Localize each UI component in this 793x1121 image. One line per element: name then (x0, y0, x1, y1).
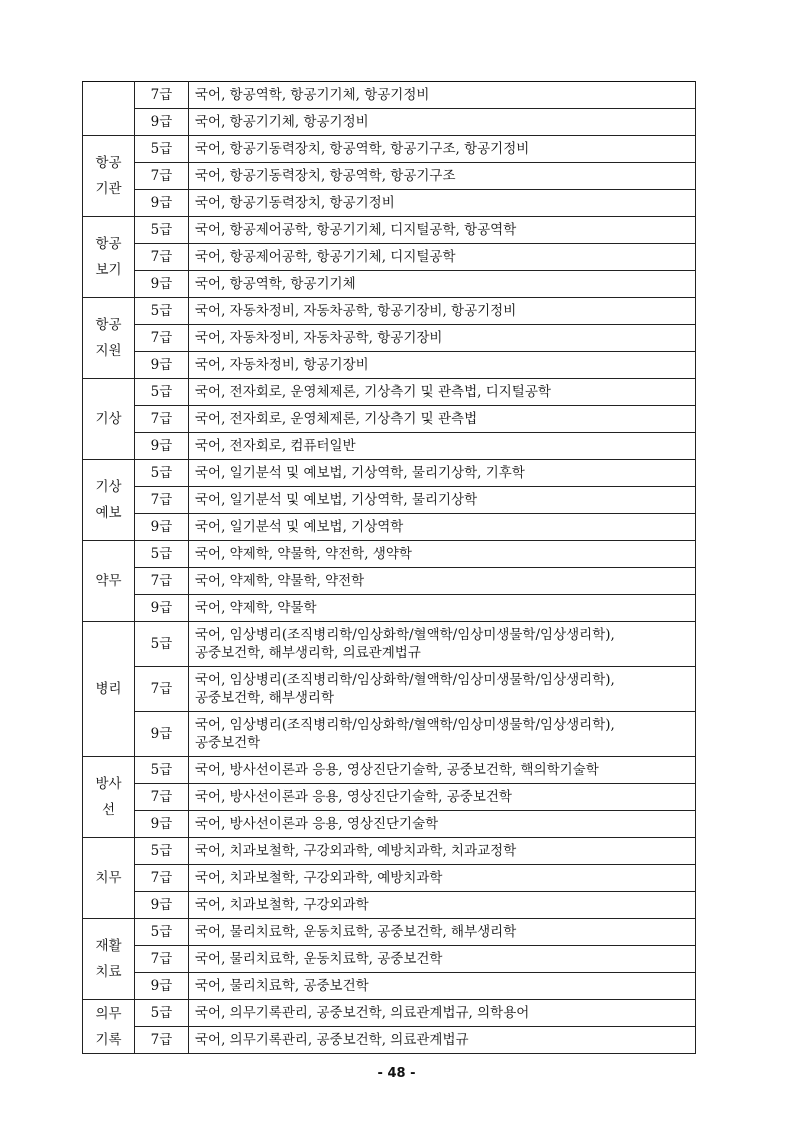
grade-cell: 7급 (135, 163, 189, 190)
table-row (83, 298, 696, 325)
table-row (83, 271, 696, 298)
subjects-line: 국어, 임상병리(조직병리학/임상화학/혈액학/임상미생물학/임상생리학), (195, 627, 615, 643)
table-row (83, 595, 696, 622)
subjects-cell (189, 757, 696, 784)
table-row (83, 190, 696, 217)
table-row (83, 838, 696, 865)
table-row (83, 514, 696, 541)
grade-cell: 5급 (135, 460, 189, 487)
subjects-cell (189, 712, 696, 757)
subjects-line: 국어, 약제학, 약물학, 약전학 (195, 573, 365, 589)
table-row (83, 667, 696, 712)
table-row (83, 379, 696, 406)
subjects-line: 국어, 치과보철학, 구강외과학 (195, 897, 369, 913)
grade-cell: 9급 (135, 190, 189, 217)
table-row (83, 757, 696, 784)
subjects-line: 국어, 항공기동력장치, 항공역학, 항공기구조 (195, 168, 456, 184)
subjects-line: 국어, 방사선이론과 응용, 영상진단기술학, 공중보건학, 핵의학기술학 (195, 762, 599, 778)
subjects-cell (189, 541, 696, 568)
subjects-cell (189, 946, 696, 973)
table-body (83, 82, 696, 1054)
table-row (83, 136, 696, 163)
table-row (83, 919, 696, 946)
subjects-cell (189, 109, 696, 136)
subjects-line: 국어, 항공기동력장치, 항공기정비 (195, 195, 395, 211)
grade-cell: 7급 (135, 1027, 189, 1054)
grade-cell: 9급 (135, 811, 189, 838)
grade-cell: 7급 (135, 487, 189, 514)
table-row (83, 973, 696, 1000)
subjects-cell (189, 667, 696, 712)
subjects-line: 국어, 항공기동력장치, 항공역학, 항공기구조, 항공기정비 (195, 141, 530, 157)
grade-cell: 9급 (135, 514, 189, 541)
table-row (83, 244, 696, 271)
table-row (83, 568, 696, 595)
grade-cell: 5급 (135, 838, 189, 865)
series-cell: 방사 선 (83, 757, 135, 838)
subjects-line: 국어, 항공역학, 항공기기체 (195, 276, 356, 292)
grade-cell: 7급 (135, 865, 189, 892)
grade-cell: 9급 (135, 109, 189, 136)
table-row (83, 784, 696, 811)
subjects-line: 국어, 항공역학, 항공기기체, 항공기정비 (195, 87, 430, 103)
table-row (83, 163, 696, 190)
grade-cell: 7급 (135, 406, 189, 433)
subjects-line: 국어, 항공제어공학, 항공기기체, 디지털공학 (195, 249, 456, 265)
table-row (83, 217, 696, 244)
table-row (83, 811, 696, 838)
subjects-cell (189, 352, 696, 379)
subjects-line: 국어, 의무기록관리, 공중보건학, 의료관계법규 (195, 1032, 469, 1048)
table-row (83, 433, 696, 460)
series-cell: 약무 (83, 541, 135, 622)
subjects-line: 국어, 일기분석 및 예보법, 기상역학, 물리기상학 (195, 492, 478, 508)
series-cell: 기상 예보 (83, 460, 135, 541)
subjects-cell (189, 1000, 696, 1027)
subjects-cell (189, 865, 696, 892)
table-row (83, 406, 696, 433)
subjects-line: 국어, 의무기록관리, 공중보건학, 의료관계법규, 의학용어 (195, 1005, 530, 1021)
subjects-line: 국어, 일기분석 및 예보법, 기상역학, 물리기상학, 기후학 (195, 465, 525, 481)
table-row (83, 487, 696, 514)
table-row (83, 892, 696, 919)
subjects-cell (189, 406, 696, 433)
subjects-cell (189, 892, 696, 919)
subjects-line: 국어, 항공제어공학, 항공기기체, 디지털공학, 항공역학 (195, 222, 517, 238)
subjects-cell (189, 838, 696, 865)
table-row (83, 865, 696, 892)
grade-cell: 7급 (135, 325, 189, 352)
subjects-line: 국어, 물리치료학, 공중보건학 (195, 978, 369, 994)
subjects-line: 국어, 자동차정비, 항공기장비 (195, 357, 369, 373)
series-cell: 의무 기록 (83, 1000, 135, 1054)
subjects-line: 공중보건학 (195, 735, 261, 751)
subjects-line: 국어, 일기분석 및 예보법, 기상역학 (195, 519, 404, 535)
table-row (83, 946, 696, 973)
subjects-cell (189, 595, 696, 622)
grade-cell: 9급 (135, 433, 189, 460)
grade-cell: 5급 (135, 541, 189, 568)
subjects-cell (189, 568, 696, 595)
subjects-line: 국어, 전자회로, 운영체제론, 기상측기 및 관측법 (195, 411, 478, 427)
grade-cell: 5급 (135, 622, 189, 667)
subjects-cell (189, 82, 696, 109)
grade-cell: 9급 (135, 271, 189, 298)
table-row (83, 82, 696, 109)
subjects-line: 공중보건학, 해부생리학, 의료관계법규 (195, 645, 421, 661)
grade-cell: 5급 (135, 757, 189, 784)
exam-subjects-table (82, 81, 696, 1054)
subjects-cell (189, 973, 696, 1000)
series-cell: 항공 보기 (83, 217, 135, 298)
grade-cell: 5급 (135, 1000, 189, 1027)
table-row (83, 460, 696, 487)
grade-cell: 5급 (135, 217, 189, 244)
table-row (83, 352, 696, 379)
table-row (83, 325, 696, 352)
subjects-line: 국어, 항공기기체, 항공기정비 (195, 114, 369, 130)
subjects-line: 국어, 임상병리(조직병리학/임상화학/혈액학/임상미생물학/임상생리학), (195, 717, 615, 733)
series-cell: 항공 지원 (83, 298, 135, 379)
grade-cell: 7급 (135, 82, 189, 109)
table-row (83, 712, 696, 757)
subjects-cell (189, 136, 696, 163)
subjects-line: 국어, 전자회로, 운영체제론, 기상측기 및 관측법, 디지털공학 (195, 384, 551, 400)
grade-cell: 7급 (135, 946, 189, 973)
table-row (83, 1000, 696, 1027)
subjects-cell (189, 433, 696, 460)
subjects-cell (189, 514, 696, 541)
subjects-line: 국어, 전자회로, 컴퓨터일반 (195, 438, 356, 454)
subjects-cell (189, 811, 696, 838)
page-number: - 48 - (377, 1066, 416, 1081)
subjects-cell (189, 784, 696, 811)
subjects-line: 국어, 물리치료학, 운동치료학, 공중보건학 (195, 951, 443, 967)
subjects-cell (189, 325, 696, 352)
table-row (83, 541, 696, 568)
subjects-line: 국어, 임상병리(조직병리학/임상화학/혈액학/임상미생물학/임상생리학), (195, 672, 615, 688)
subjects-line: 국어, 물리치료학, 운동치료학, 공중보건학, 해부생리학 (195, 924, 517, 940)
subjects-line: 공중보건학, 해부생리학 (195, 690, 334, 706)
grade-cell: 5급 (135, 919, 189, 946)
grade-cell: 5급 (135, 379, 189, 406)
subjects-line: 국어, 방사선이론과 응용, 영상진단기술학, 공중보건학 (195, 789, 512, 805)
subjects-line: 국어, 약제학, 약물학 (195, 600, 317, 616)
series-cell (83, 82, 135, 136)
grade-cell: 7급 (135, 667, 189, 712)
grade-cell: 5급 (135, 298, 189, 325)
subjects-cell (189, 217, 696, 244)
grade-cell: 9급 (135, 712, 189, 757)
table-row (83, 1027, 696, 1054)
subjects-cell (189, 271, 696, 298)
subjects-cell (189, 487, 696, 514)
subjects-line: 국어, 치과보철학, 구강외과학, 예방치과학 (195, 870, 443, 886)
subjects-cell (189, 190, 696, 217)
series-cell: 기상 (83, 379, 135, 460)
subjects-cell (189, 163, 696, 190)
grade-cell: 9급 (135, 595, 189, 622)
grade-cell: 9급 (135, 973, 189, 1000)
subjects-line: 국어, 방사선이론과 응용, 영상진단기술학 (195, 816, 439, 832)
subjects-cell (189, 379, 696, 406)
series-cell: 치무 (83, 838, 135, 919)
subjects-line: 국어, 약제학, 약물학, 약전학, 생약학 (195, 546, 412, 562)
subjects-cell (189, 298, 696, 325)
subjects-line: 국어, 자동차정비, 자동차공학, 항공기장비, 항공기정비 (195, 303, 517, 319)
grade-cell: 7급 (135, 244, 189, 271)
table-row (83, 109, 696, 136)
grade-cell: 9급 (135, 352, 189, 379)
grade-cell: 7급 (135, 568, 189, 595)
table-row (83, 622, 696, 667)
series-cell: 병리 (83, 622, 135, 757)
subjects-cell (189, 244, 696, 271)
series-cell: 항공 기관 (83, 136, 135, 217)
grade-cell: 7급 (135, 784, 189, 811)
grade-cell: 9급 (135, 892, 189, 919)
series-cell: 재활 치료 (83, 919, 135, 1000)
subjects-cell (189, 622, 696, 667)
subjects-cell (189, 460, 696, 487)
grade-cell: 5급 (135, 136, 189, 163)
subjects-line: 국어, 치과보철학, 구강외과학, 예방치과학, 치과교정학 (195, 843, 517, 859)
subjects-line: 국어, 자동차정비, 자동차공학, 항공기장비 (195, 330, 443, 346)
subjects-cell (189, 1027, 696, 1054)
subjects-cell (189, 919, 696, 946)
